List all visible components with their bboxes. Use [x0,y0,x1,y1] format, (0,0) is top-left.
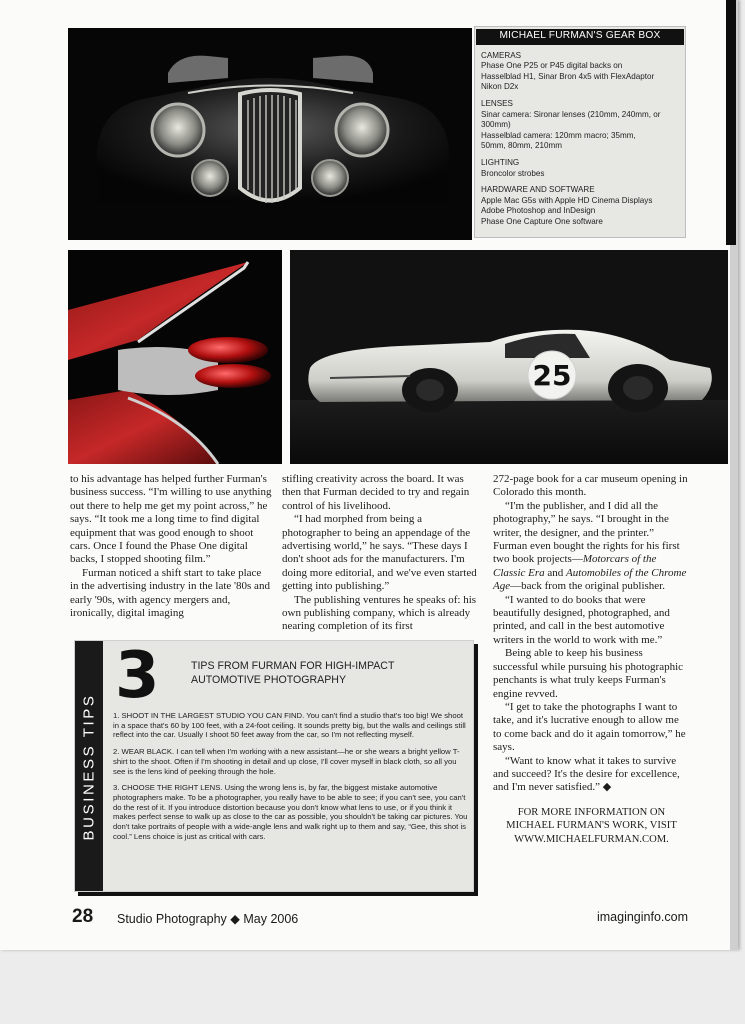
gear-item: Nikon D2x [481,82,519,92]
gear-item: Broncolor strobes [481,168,545,178]
photo-white-race-car [290,250,728,464]
article-column-3 [493,473,690,846]
text-run: —back from the original publisher. [510,580,665,593]
article-paragraph: 272-page book for a car museum opening in Colorado this month. [493,473,688,499]
gear-section-heading: LIGHTING [481,157,520,167]
article-paragraph [493,500,690,594]
article-paragraph: “I get to take the photographs I want to take, and it's lucrative enough to allow me to come back and do it again tomorrow,” he says. [493,700,686,754]
article-paragraph: “I wanted to do books that were beautifully designed, photographed, and printed, and call in the best automotive writers in the world to work with me.” [493,593,670,646]
tip-item: 3. CHOOSE THE RIGHT LENS. Using the wrong lens is, by far, the biggest mistake automotive photographers make. To be a photographer, you really have to be able to see; if you can't see, you can't do the rest of it. If you introduce distortion because you don't know what lens to use, or if you think it makes perfect sense to walk up as close to the car as possible, you shouldn't be taking car pictures. You don't take portraits of people with a wide-angle lens and walk right up to them and say, “Gee, this shot is cool.” Lens choice is just as critical with cars. [113,783,468,841]
gear-item: Adobe Photoshop and InDesign [481,206,596,216]
website-link[interactable]: imaginginfo.com [596,910,688,924]
gear-section-lenses [481,99,679,152]
gear-item: 300mm) [481,120,511,130]
gear-item: Hasselblad H1, Sinar Bron 4x5 with FlexAdaptor [481,71,655,81]
gear-item: Phase One Capture One software [481,216,603,226]
article-paragraph: Being able to keep his business successful while pursuing his photographic penchants is what truly keeps Furman's engine revved. [493,647,684,700]
article-paragraph: “Want to know what it takes to survive and succeed? It's the desire for excellence, and I'm never satisfied.” ◆ [493,754,680,794]
tip-item: 1. SHOOT IN THE LARGEST STUDIO YOU CAN FIND. You can't find a studio that's too big! We shoot in a space that's 60 by 100 feet, with a 24-foot ceiling. It sounds pretty big, but the walls and ceilings still reflect into the car. Usually I shoot 50 feet away from the car, so I'm not reflecting myself. [113,711,466,740]
gear-box-title: MICHAEL FURMAN'S GEAR BOX [476,29,684,45]
gear-box-sidebar [474,26,686,238]
tips-side-label: BUSINESS TIPS [80,693,98,841]
gear-item: Hasselblad camera: 120mm macro; 35mm, [481,130,636,140]
more-info-note: FOR MORE INFORMATION ON MICHAEL FURMAN'S WORK, VISIT WWW.MICHAELFURMAN.COM. [506,806,677,845]
book-title: Motorcars of the Classic Era [493,553,657,579]
facing-page-strip [726,0,736,245]
page-number: 28 [72,906,94,927]
page-footer [72,906,688,928]
gear-item: Apple Mac G5s with Apple HD Cinema Displays [481,195,653,205]
gear-item: Sinar camera: Sironar lenses (210mm, 240mm, or [481,109,661,119]
business-tips-box [74,640,474,892]
article-column-1 [70,473,272,620]
gear-section-hardware-software [481,185,679,227]
gear-section-cameras [481,51,679,93]
tip-item: 2. WEAR BLACK. I can tell when I'm working with a new assistant—he or she wears a bright yellow T-shirt to the shoot. Often if I'm shooting in detail and up close, I'll cover myself in black cloth, so all you see is the lens kind of peeking through the hole. [113,747,460,776]
article-paragraph: to his advantage has helped further Furman's business success. “I'm willing to use anything out there to help me get my point across,” he says. “It took me a long time to find digital equipment that was good enough to shoot cars. Once I found the Phase One digital backs, I stopped shooting film.” [70,473,272,566]
gear-section-lighting [481,158,679,179]
text-run: “I'm the publisher, and I did all the photography,” he says. “I brought in the writer, the designer, and the printer.” Furman even bought the rights for his first two book projects— [493,499,680,566]
photo-red-tailfin [68,250,282,464]
article-column-2 [282,473,477,634]
car-number: 25 [532,359,572,392]
gear-item: Phase One P25 or P45 digital backs on [481,61,623,71]
article-paragraph: Furman noticed a shift start to take place in the advertising industry in the late '80s and early '90s, with agency mergers and, ironically, digital imaging [70,566,270,620]
photo-classic-car-front [68,28,472,240]
gear-item: 50mm, 80mm, 210mm [481,141,562,151]
gear-section-heading: LENSES [481,98,513,108]
magazine-issue: Studio Photography ◆ May 2006 [117,912,299,926]
article-paragraph: “I had morphed from being a photographer to being an appendage of the advertising world,” he says. “These days I don't shoot ads for the manufacturers. I'm doing more editorial, and we've even started getting into publishing.” [282,513,477,593]
article-paragraph: stifling creativity across the board. It was then that Furman decided to try and regain control of his livelihood. [282,473,470,512]
book-title: Automobiles of the Chrome Age [493,566,687,593]
tips-side-band [75,641,103,891]
tips-headline: TIPS FROM FURMAN FOR HIGH-IMPACT AUTOMOTIVE PHOTOGRAPHY [191,660,395,686]
tips-list [113,711,468,848]
tips-number: 3 [115,639,160,713]
gear-section-heading: HARDWARE AND SOFTWARE [481,185,595,195]
text-run: and [544,566,567,579]
article-paragraph: The publishing ventures he speaks of: his own publishing company, which is already nearing completion of its first [282,593,477,633]
gear-section-heading: CAMERAS [481,50,522,60]
